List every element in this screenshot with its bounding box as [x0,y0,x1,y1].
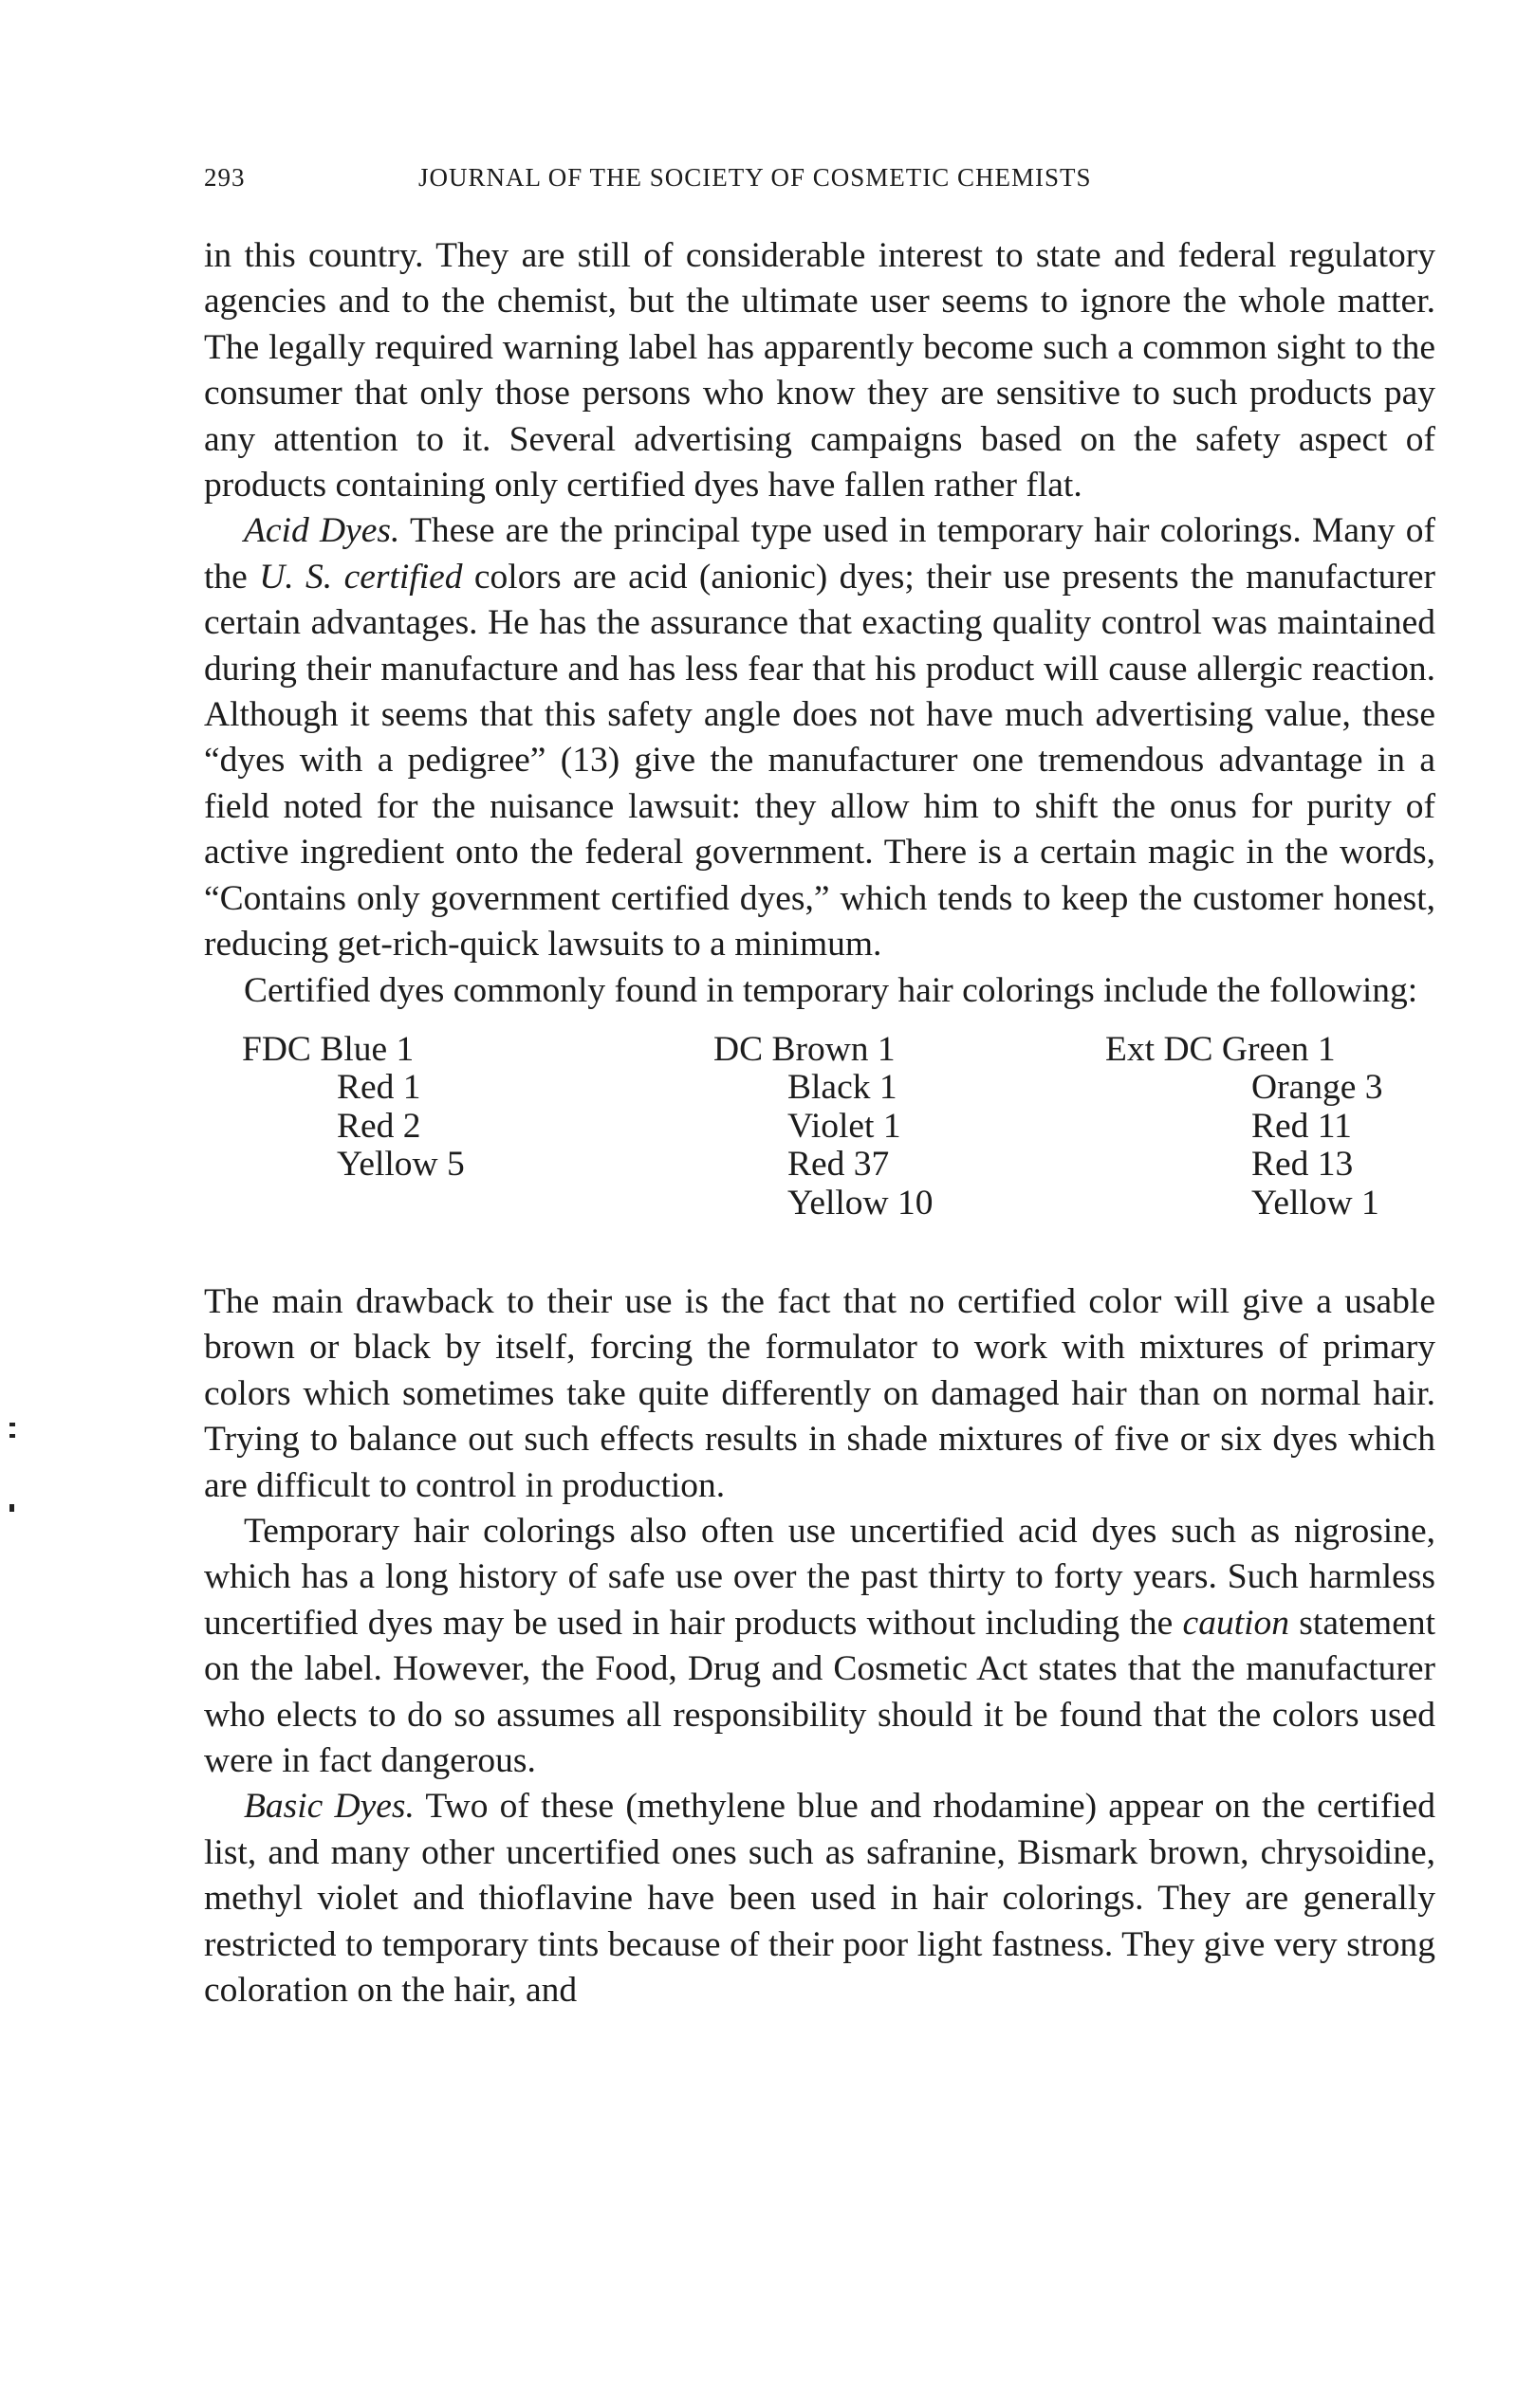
dye-entry: Black 1 [787,1068,897,1108]
dye-entry [713,1031,934,1070]
page-number: 293 [204,163,246,192]
dye-column-dc [713,1031,934,1223]
text-run: colors are acid (anionic) dyes; their use presents the manufacturer certain advantages. He has the assurance that exacting quality control was maintained during their manufacture and has less fear that his product will cause allergic reaction. Although it seems that this safety angle does not have much advertising value, these “dyes with a pedigree” (13) give the manufacturer one tremendous advantage in a field noted for the nuisance lawsuit: they allow him to shift the onus for purity of active ingredient onto the federal government. There is a certain magic in the words, “Contains only government certified dyes,” which tends to keep the customer honest, reducing get-rich-quick lawsuits to a minimum. [204,557,1435,965]
text-run-italic: U. S. [259,557,333,597]
dye-entry: Yellow 10 [787,1183,934,1222]
paragraph-continuation: in this country. They are still of considerable interest to state and federal regulatory agencies and to the chemist, but the ultimate user seems to ignore the whole matter. The legally required warning label has apparently become such a common sight to the consumer that only those persons who know they are sensitive to such products pay any attention to it. Several advertising campaigns based on the safety aspect of products containing only certified dyes have fallen rather flat. [204,236,1435,505]
dye-entry: Red 13 [1251,1145,1354,1185]
dye-prefix: FDC [242,1029,311,1069]
dye-entry: Yellow 1 [1251,1183,1379,1222]
dye-entry [1105,1031,1382,1070]
dye-entry [242,1031,465,1070]
paragraph-uncertified [204,1509,1435,1784]
dye-name: Green 1 [1221,1029,1336,1069]
dye-entry: Violet 1 [787,1106,901,1146]
journal-title: JOURNAL OF THE SOCIETY OF COSMETIC CHEMISTS [418,163,1092,192]
paragraph-certified-intro: Certified dyes commonly found in temporary hair colorings include the following: [244,970,1418,1010]
dye-entry: Orange 3 [1251,1068,1383,1108]
dye-column-fdc [242,1031,465,1185]
paragraph-drawback: The main drawback to their use is the fact that no certified color will give a usable brown or black by itself, forcing the formulator to work with mixtures of primary colors which sometimes take quite differently on damaged hair than on normal hair. Trying to balance out such effects results in shade mixtures of five or six dyes which are difficult to control in production. [204,1281,1435,1505]
margin-mark [9,1434,15,1438]
text-run: Two of these (methylene blue and rhodamine) appear on the certified list, and many other uncertified ones such as safranine, Bismark brown, chrysoidine, methyl violet and thioflavine have been used in hair colorings. They are generally restricted to temporary tints because of their poor light fastness. They give very strong coloration on the hair, and [204,1787,1435,2010]
dye-entry: Red 37 [787,1145,890,1185]
text-run-italic: certified [343,557,463,597]
margin-mark [9,1423,15,1426]
text-run: Temporary hair colorings also often use uncertified acid dyes such as nigrosine, which has a long history of safe use over the past thirty to forty years. Such harmless uncertified dyes may be used in hair products without including the [204,1511,1435,1643]
dye-name: Blue 1 [320,1029,415,1069]
dye-entry: Yellow 5 [337,1145,465,1185]
text-run-italic: caution [1182,1603,1290,1643]
text-run: statement on the label. However, the Food, Drug and Cosmetic Act states that the manufacturer who elects to do so assumes all responsibility should it be found that the colors used were in fact dangerous. [204,1603,1436,1780]
text-run: These are the principal type used in temporary hair colorings. Many of the [204,511,1435,597]
dye-name: Brown 1 [771,1029,896,1069]
margin-mark [9,1504,14,1512]
dye-prefix: Ext DC [1105,1029,1213,1069]
dye-entry: Red 2 [337,1106,421,1146]
dye-column-ext-dc [1105,1031,1382,1223]
paragraph-basic-dyes [204,1784,1435,2013]
text-run [332,558,343,597]
dye-list-table [204,1031,1435,1260]
section-heading-acid-dyes: Acid Dyes. [244,511,400,551]
dye-entry: Red 1 [337,1068,421,1108]
dye-prefix: DC [713,1029,764,1069]
section-heading-basic-dyes: Basic Dyes. [244,1787,415,1827]
dye-entry: Red 11 [1251,1106,1352,1146]
running-header [204,163,1437,201]
article-body [204,233,1435,2013]
paragraph-acid-dyes [204,508,1435,967]
